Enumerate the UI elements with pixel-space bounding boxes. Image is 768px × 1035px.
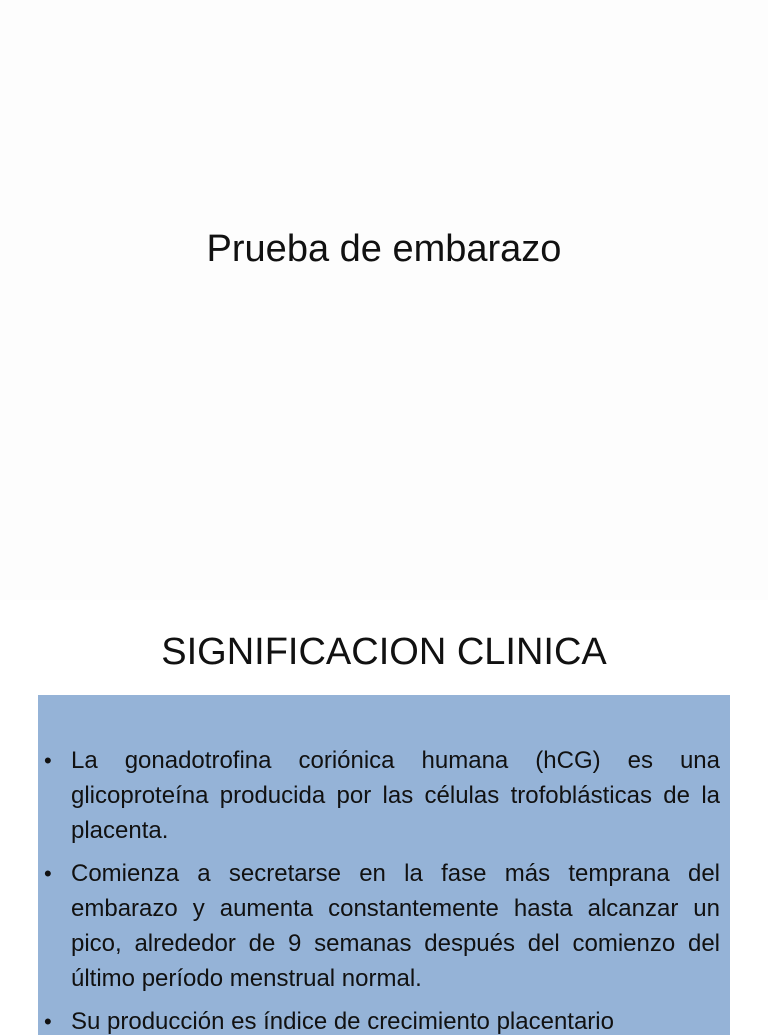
bullet-icon: •	[44, 861, 52, 886]
bullet-text: La gonadotrofina coriónica humana (hCG) es una glicoproteína producida por las células trofoblásticas de la placenta.	[71, 747, 720, 844]
bullet-list	[38, 743, 730, 1035]
slide-clinical-significance	[0, 600, 768, 1035]
list-item	[38, 743, 730, 848]
content-box	[38, 695, 730, 1035]
slide-title: Prueba de embarazo	[206, 228, 562, 270]
list-item	[38, 1004, 730, 1035]
bullet-text: Su producción es índice de crecimiento placentario	[71, 1008, 614, 1035]
bullet-icon: •	[44, 1009, 52, 1034]
section-heading: SIGNIFICACION CLINICA	[161, 631, 607, 673]
bullet-icon: •	[44, 748, 52, 773]
bullet-text: Comienza a secretarse en la fase más temprana del embarazo y aumenta constantemente hasta alcanzar un pico, alrededor de 9 semanas después del comienzo del último período menstrual normal.	[71, 860, 720, 992]
list-item	[38, 856, 730, 996]
